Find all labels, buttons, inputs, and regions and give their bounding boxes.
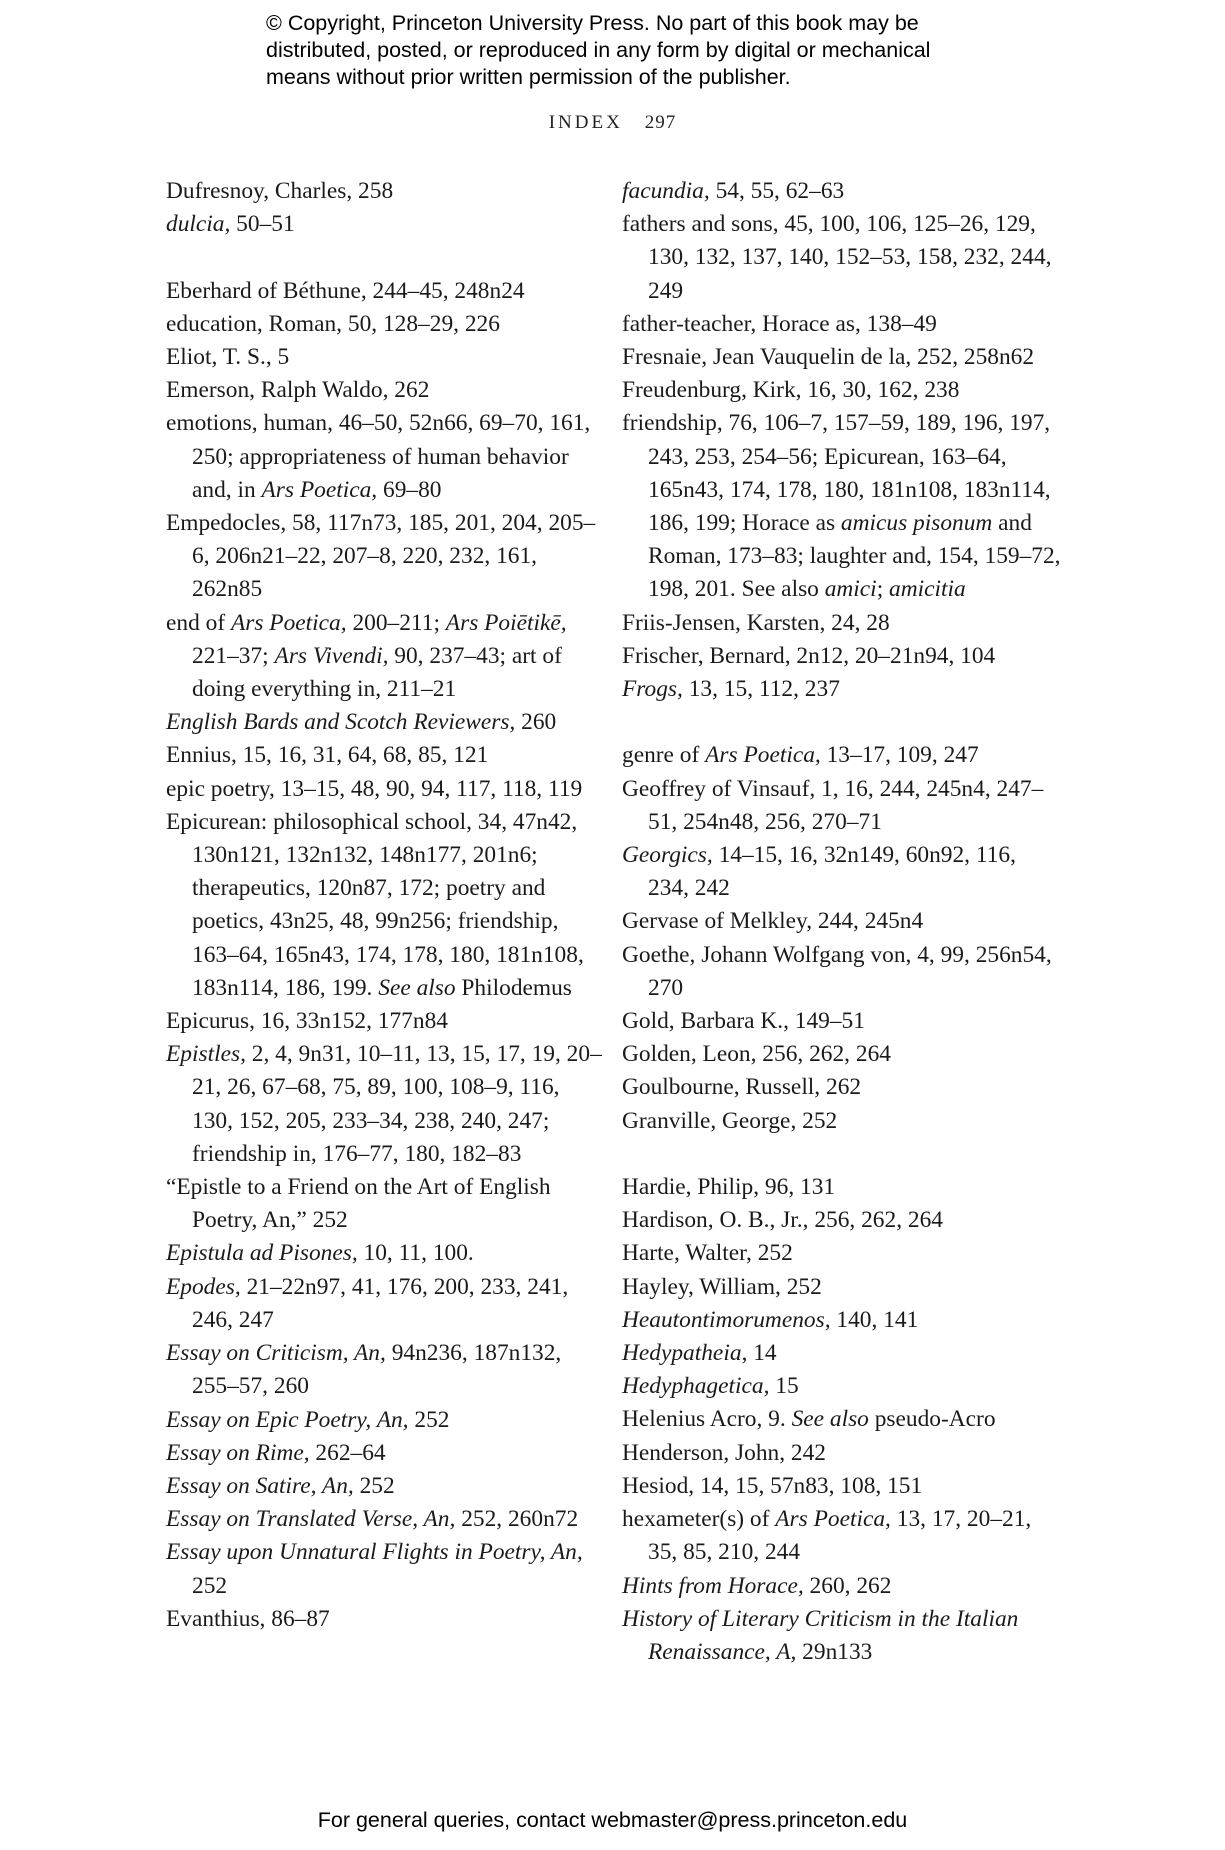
index-entry: Gold, Barbara K., 149–51 <box>622 1008 865 1035</box>
index-entry: end of Ars Poetica, 200–211; Ars Poiētikē, 221–37; Ars Vivendi, 90, 237–43; art of doing everything in, 211–21 <box>166 609 567 703</box>
index-entry: Epicurean: philosophical school, 34, 47n42, 130n121, 132n132, 148n177, 201n6; therapeutics, 120n87, 172; poetry and poetics, 43n25, 48, 99n256; friendship, 163–64, 165n43, 174, 178, 180, 181n108, 183n114, 186, 199. See also Philodemus <box>166 808 584 1001</box>
copyright-line: distributed, posted, or reproduced in any form by digital or mechanical <box>266 38 931 62</box>
index-entry: Hayley, William, 252 <box>622 1273 822 1300</box>
index-entry: Eberhard of Béthune, 244–45, 248n24 <box>166 277 525 304</box>
index-entry: Epistles, 2, 4, 9n31, 10–11, 13, 15, 17, 19, 20–21, 26, 67–68, 75, 89, 100, 108–9, 116, 130, 152, 205, 233–34, 238, 240, 247; friendship in, 176–77, 180, 182–83 <box>166 1041 602 1167</box>
copyright-line: means without prior written permission of the publisher. <box>266 65 791 89</box>
index-entry: Eliot, T. S., 5 <box>166 344 290 370</box>
index-entry: Essay on Criticism, An, 94n236, 187n132, 255–57, 260 <box>166 1340 562 1400</box>
index-entry: emotions, human, 46–50, 52n66, 69–70, 161, 250; appropriateness of human behavior and, in Ars Poetica, 69–80 <box>166 410 591 503</box>
letter-gap <box>166 241 606 274</box>
index-entry: Golden, Leon, 256, 262, 264 <box>622 1041 891 1068</box>
index-entry: Fresnaie, Jean Vauquelin de la, 252, 258n62 <box>622 344 1035 371</box>
index-entry: Hedypatheia, 14 <box>622 1340 777 1367</box>
index-entry: History of Literary Criticism in the Italian Renaissance, A, 29n133 <box>622 1605 1019 1665</box>
index-entry: Emerson, Ralph Waldo, 262 <box>166 377 430 404</box>
index-entry: Hesiod, 14, 15, 57n83, 108, 151 <box>622 1472 923 1499</box>
index-entry: Friis-Jensen, Karsten, 24, 28 <box>622 609 890 636</box>
index-entry: Goethe, Johann Wolfgang von, 4, 99, 256n54, 270 <box>622 941 1052 1001</box>
index-entry: facundia, 54, 55, 62–63 <box>622 178 845 204</box>
index-entry: Henderson, John, 242 <box>622 1439 826 1466</box>
index-entry: Essay on Satire, An, 252 <box>166 1472 395 1499</box>
index-entry: Essay on Epic Poetry, An, 252 <box>166 1406 450 1433</box>
index-entry: Essay on Rime, 262–64 <box>166 1439 386 1466</box>
index-entry: Dufresnoy, Charles, 258 <box>166 178 394 204</box>
index-entry: genre of Ars Poetica, 13–17, 109, 247 <box>622 742 979 769</box>
page-number: 297 <box>644 112 677 133</box>
index-entry: Granville, George, 252 <box>622 1107 838 1134</box>
index-entry: Epicurus, 16, 33n152, 177n84 <box>166 1008 448 1035</box>
index-entry: Gervase of Melkley, 244, 245n4 <box>622 908 924 935</box>
index-entry: “Epistle to a Friend on the Art of English Poetry, An,” 252 <box>166 1174 551 1234</box>
index-entry: Heautontimorumenos, 140, 141 <box>622 1306 919 1333</box>
index-entry: Ennius, 15, 16, 31, 64, 68, 85, 121 <box>166 742 489 769</box>
index-entry: friendship, 76, 106–7, 157–59, 189, 196, 197, 243, 253, 254–56; Epicurean, 163–64, 165n43, 174, 178, 180, 181n108, 183n114, 186, 199; Horace as amicus pisonum and Roman, 173–83; laughter and, 154, 159–72, 198, 201. See also amici; amicitia <box>622 410 1061 603</box>
index-entry: Frogs, 13, 15, 112, 237 <box>622 676 840 703</box>
index-entry: Essay upon Unnatural Flights in Poetry, An, 252 <box>166 1539 583 1599</box>
letter-gap <box>622 1138 1062 1171</box>
index-entry: dulcia, 50–51 <box>166 211 295 238</box>
index-column-left <box>166 175 606 1636</box>
footer-contact: For general queries, contact webmaster@press.princeton.edu <box>317 1808 908 1832</box>
index-entry: fathers and sons, 45, 100, 106, 125–26, 129, 130, 132, 137, 140, 152–53, 158, 232, 244, 249 <box>622 211 1052 304</box>
index-entry: Evanthius, 86–87 <box>166 1605 330 1632</box>
index-entry: Goulbourne, Russell, 262 <box>622 1074 862 1101</box>
index-entry: hexameter(s) of Ars Poetica, 13, 17, 20–21, 35, 85, 210, 244 <box>622 1506 1032 1566</box>
index-entry: Essay on Translated Verse, An, 252, 260n72 <box>166 1506 579 1533</box>
index-entry: Helenius Acro, 9. See also pseudo-Acro <box>622 1406 996 1433</box>
index-entry: Frischer, Bernard, 2n12, 20–21n94, 104 <box>622 642 996 669</box>
index-entry: Hints from Horace, 260, 262 <box>622 1572 892 1599</box>
running-head <box>0 112 1225 134</box>
index-entry: Harte, Walter, 252 <box>622 1240 793 1267</box>
index-entry: English Bards and Scotch Reviewers, 260 <box>166 709 557 736</box>
letter-gap <box>622 706 1062 739</box>
index-entry: Epistula ad Pisones, 10, 11, 100. <box>166 1240 474 1267</box>
index-entry: epic poetry, 13–15, 48, 90, 94, 117, 118, 119 <box>166 775 583 802</box>
index-entry: Empedocles, 58, 117n73, 185, 201, 204, 205–6, 206n21–22, 207–8, 220, 232, 161, 262n85 <box>166 510 596 603</box>
index-entry: Hardison, O. B., Jr., 256, 262, 264 <box>622 1207 943 1234</box>
index-column-right <box>622 175 1062 1669</box>
index-entry: Georgics, 14–15, 16, 32n149, 60n92, 116, 234, 242 <box>622 842 1016 902</box>
index-entry: Hardie, Philip, 96, 131 <box>622 1174 836 1201</box>
copyright-line: © Copyright, Princeton University Press. No part of this book may be <box>266 11 919 35</box>
index-entry: Freudenburg, Kirk, 16, 30, 162, 238 <box>622 377 960 404</box>
index-entry: father-teacher, Horace as, 138–49 <box>622 310 937 337</box>
copyright-notice <box>266 10 1026 91</box>
running-head-label: INDEX <box>548 112 623 133</box>
index-entry: Hedyphagetica, 15 <box>622 1373 799 1400</box>
index-entry: Geoffrey of Vinsauf, 1, 16, 244, 245n4, 247–51, 254n48, 256, 270–71 <box>622 775 1044 835</box>
index-entry: education, Roman, 50, 128–29, 226 <box>166 310 500 337</box>
index-entry: Epodes, 21–22n97, 41, 176, 200, 233, 241, 246, 247 <box>166 1273 569 1333</box>
